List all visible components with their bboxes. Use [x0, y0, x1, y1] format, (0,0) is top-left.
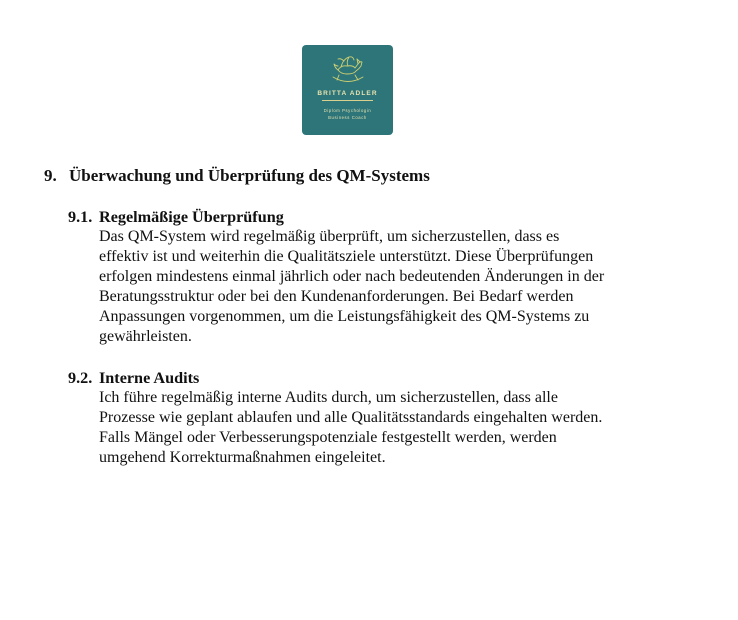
rocking-horse-icon — [327, 53, 369, 87]
subsection-title: Interne Audits — [99, 369, 200, 387]
subsection-number: 9.1. — [68, 208, 93, 226]
subsection-regular-review — [68, 207, 668, 347]
subsection-internal-audits — [68, 368, 668, 468]
paragraph-line: Anpassungen vorgenommen, um die Leistungsfähigkeit des QM-Systems zu — [99, 308, 590, 325]
paragraph-line: gewährleisten. — [99, 328, 192, 345]
section-heading — [44, 166, 430, 186]
paragraph-line: Das QM-System wird regelmäßig überprüft, um sicherzustellen, dass es — [99, 228, 560, 245]
company-logo — [302, 45, 393, 135]
logo-subtitle-line1: Diplom Psychologin — [323, 108, 372, 113]
paragraph-line: Prozesse wie geplant ablaufen und alle Qualitätsstandards eingehalten werden. — [99, 409, 603, 426]
paragraph-line: Beratungsstruktur oder bei den Kundenanforderungen. Bei Bedarf werden — [99, 288, 574, 305]
logo-subtitle-line2: Business Coach — [328, 115, 367, 120]
paragraph-line: effektiv ist und weiterhin die Qualitätsziele unterstützt. Diese Überprüfungen — [99, 248, 594, 265]
subsection-body — [99, 227, 659, 347]
logo-divider — [322, 100, 373, 101]
paragraph-line: erfolgen mindestens einmal jährlich oder nach bedeutenden Änderungen in der — [99, 268, 605, 285]
section-title: Überwachung und Überprüfung des QM-Systems — [69, 166, 430, 185]
section-number: 9. — [44, 166, 57, 185]
subsection-number: 9.2. — [68, 369, 93, 387]
subsection-heading — [68, 368, 668, 388]
paragraph-line: Ich führe regelmäßig interne Audits durch, um sicherzustellen, dass alle — [99, 389, 558, 406]
subsection-title: Regelmäßige Überprüfung — [99, 208, 284, 226]
subsection-body — [99, 388, 659, 468]
logo-name: BRITTA ADLER — [317, 90, 378, 97]
paragraph-line: Falls Mängel oder Verbesserungspotenziale festgestellt werden, werden — [99, 429, 557, 446]
paragraph-line: umgehend Korrekturmaßnahmen eingeleitet. — [99, 449, 386, 466]
subsection-heading — [68, 207, 668, 227]
